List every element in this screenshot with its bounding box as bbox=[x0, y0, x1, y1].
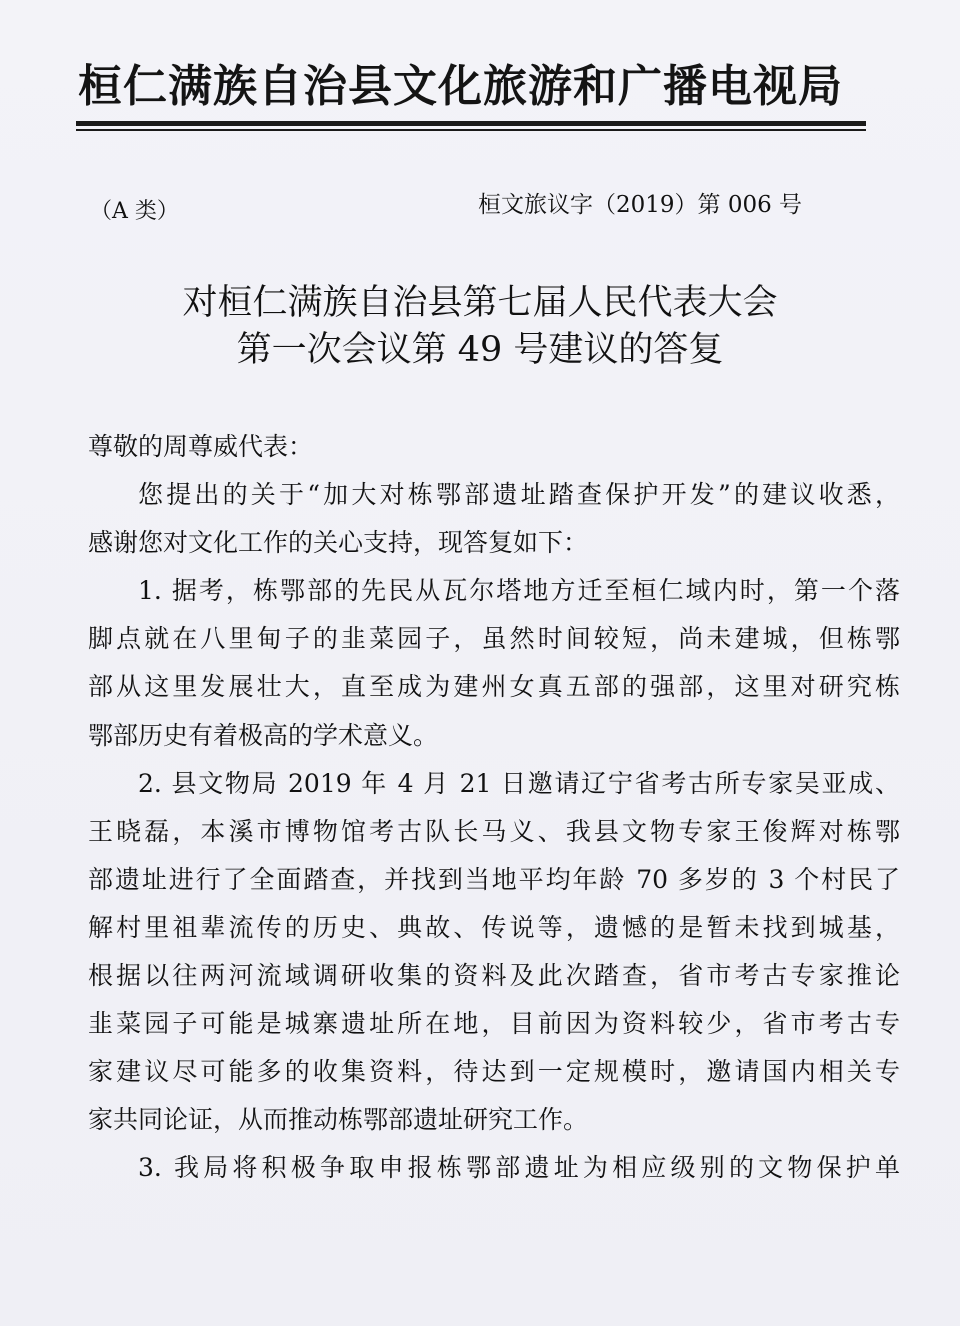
body-line: 脚点就在八里甸子的韭菜园子，虽然时间较短，尚未建城，但栋鄂 bbox=[88, 624, 900, 654]
document-number: 桓文旅议字（2019）第 006 号 bbox=[478, 192, 803, 218]
body-text bbox=[88, 423, 900, 1193]
body-line: 家建议尽可能多的收集资料，待达到一定规模时，邀请国内相关专 bbox=[88, 1057, 900, 1087]
body-line: 感谢您对文化工作的关心支持，现答复如下： bbox=[88, 528, 589, 558]
body-line: 3. 我局将积极争取申报栋鄂部遗址为相应级别的文物保护单 bbox=[138, 1153, 900, 1183]
body-line: 根据以往两河流域调研收集的资料及此次踏查，省市考古专家推论 bbox=[88, 961, 900, 991]
body-line: 解村里祖辈流传的历史、典故、传说等，遗憾的是暂未找到城基， bbox=[88, 912, 900, 942]
body-line: 部从这里发展壮大，直至成为建州女真五部的强部，这里对研究栋 bbox=[88, 672, 900, 702]
document-title-line-1: 对桓仁满族自治县第七届人民代表大会 bbox=[182, 283, 778, 323]
body-line: 1. 据考，栋鄂部的先民从瓦尔塔地方迁至桓仁域内时，第一个落 bbox=[138, 576, 900, 606]
header-rule-thin bbox=[76, 129, 866, 131]
document-title-line-2: 第一次会议第 49 号建议的答复 bbox=[236, 330, 724, 370]
header-rule-thick bbox=[76, 121, 866, 126]
body-line: 韭菜园子可能是城寨遗址所在地，目前因为资料较少，省市考古专 bbox=[88, 1009, 900, 1039]
body-line: 王晓磊，本溪市博物馆考古队长马义、我县文物专家王俊辉对栋鄂 bbox=[88, 816, 900, 846]
body-line: 2. 县文物局 2019 年 4 月 21 日邀请辽宁省考古所专家吴亚成、 bbox=[138, 768, 900, 798]
body-line: 您提出的关于“加大对栋鄂部遗址踏查保护开发”的建议收悉， bbox=[138, 480, 900, 510]
body-line: 部遗址进行了全面踏查，并找到当地平均年龄 70 多岁的 3 个村民了 bbox=[88, 864, 900, 894]
body-line: 家共同论证，从而推动栋鄂部遗址研究工作。 bbox=[88, 1105, 589, 1135]
category-label: （A 类） bbox=[90, 199, 179, 224]
organization-header: 桓仁满族自治县文化旅游和广播电视局 bbox=[78, 61, 843, 112]
salutation: 尊敬的周尊威代表： bbox=[88, 432, 314, 461]
body-line: 鄂部历史有着极高的学术意义。 bbox=[88, 720, 439, 750]
